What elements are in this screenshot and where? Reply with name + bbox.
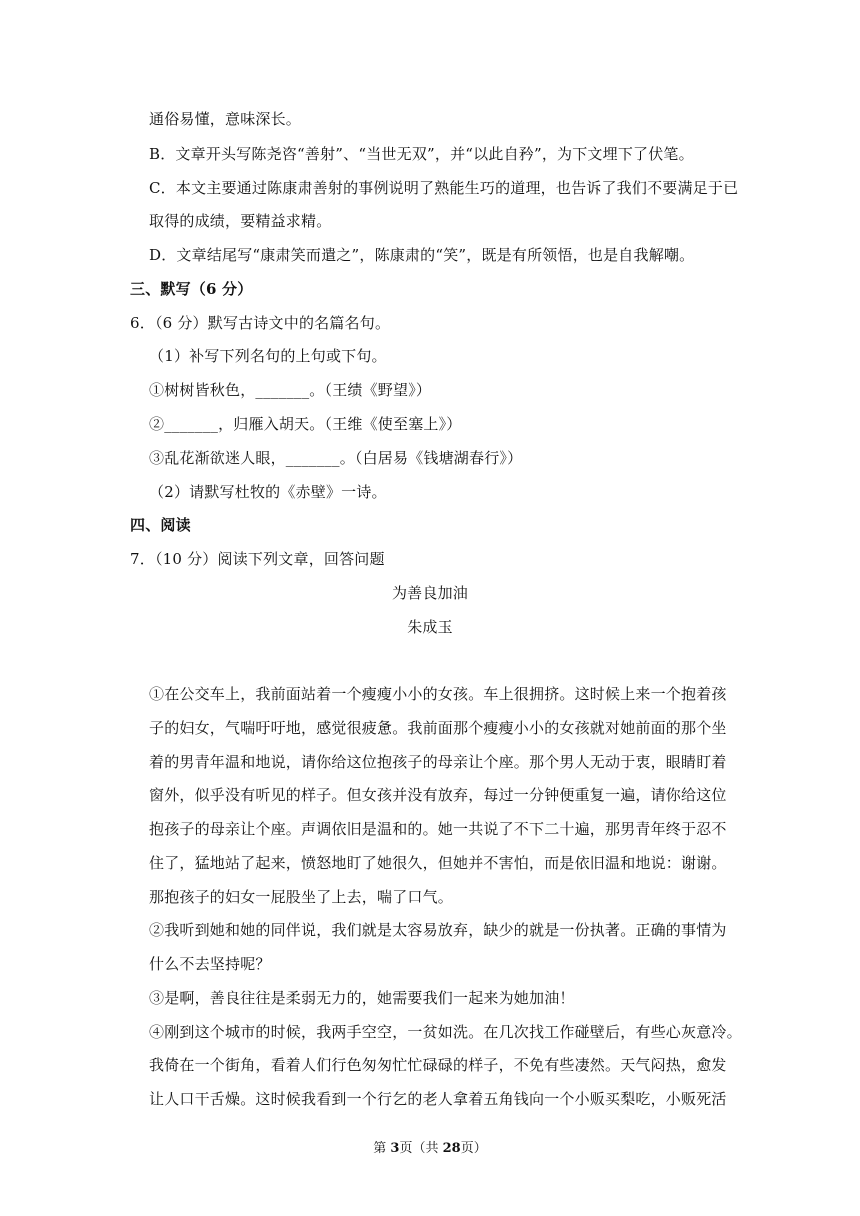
footer-middle: 页（共 [399, 1141, 443, 1156]
question-7: 7．（10 分）阅读下列文章，回答问题 [130, 550, 385, 568]
subquestion-2: （2）请默写杜牧的《赤壁》一诗。 [149, 483, 387, 501]
paragraph-line: ④刚到这个城市的时候，我两手空空，一贫如洗。在几次找工作碰壁后，有些心灰意冷。 [149, 1023, 742, 1041]
article-author: 朱成玉 [407, 618, 453, 636]
paragraph-line: ③是啊，善良往往是柔弱无力的，她需要我们一起来为她加油！ [149, 989, 575, 1007]
paragraph-line: 抱孩子的母亲让个座。声调依旧是温和的。她一共说了不下二十遍，那男青年终于忍不 [149, 820, 727, 838]
text-line: 通俗易懂，意味深长。 [149, 110, 302, 128]
paragraph-line: 住了，猛地站了起来，愤怒地盯了她很久，但她并不害怕，而是依旧温和地说：谢谢。 [149, 854, 727, 872]
article-title: 为善良加油 [391, 584, 468, 602]
paragraph-line: ②我听到她和她的同伴说，我们就是太容易放弃，缺少的就是一份执著。正确的事情为 [149, 921, 727, 939]
fill-blank-1: ①树树皆秋色，_______。（王绩《野望》） [149, 381, 432, 399]
section-heading-dictation: 三、默写（6 分） [130, 280, 253, 298]
option-d: D．文章结尾写“康肃笑而遣之”，陈康肃的“笑”，既是有所领悟，也是自我解嘲。 [149, 246, 695, 264]
paragraph-line: 让人口干舌燥。这时候我看到一个行乞的老人拿着五角钱向一个小贩买梨吃，小贩死活 [149, 1090, 727, 1108]
paragraph-line: 子的妇女，气喘吁吁地，感觉很疲惫。我前面那个瘦瘦小小的女孩就对她前面的那个坐 [149, 719, 727, 737]
footer-total-pages: 28 [442, 1141, 461, 1156]
paragraph-line: 什么不去坚持呢？ [149, 955, 271, 973]
footer-suffix: 页） [460, 1141, 487, 1156]
paragraph-line: 那抱孩子的妇女一屁股坐了上去，喘了口气。 [149, 888, 454, 906]
subquestion-1: （1）补写下列名句的上句或下句。 [149, 347, 387, 365]
fill-blank-2: ②_______，归雁入胡天。（王维《使至塞上》） [149, 415, 462, 433]
paragraph-line: ①在公交车上，我前面站着一个瘦瘦小小的女孩。车上很拥挤。这时候上来一个抱着孩 [149, 685, 727, 703]
section-heading-reading: 四、阅读 [130, 516, 191, 534]
footer-page-number: 3 [390, 1141, 400, 1156]
footer-prefix: 第 [373, 1141, 391, 1156]
option-c: C．本文主要通过陈康肃善射的事例说明了熟能生巧的道理，也告诉了我们不要满足于已 [149, 179, 739, 197]
option-b: B．文章开头写陈尧咨“善射”、“当世无双”，并“以此自矜”，为下文埋下了伏笔。 [149, 145, 694, 163]
paragraph-line: 我倚在一个街角，看着人们行色匆匆忙忙碌碌的样子，不免有些凄然。天气闷热，愈发 [149, 1056, 727, 1074]
question-6: 6．（6 分）默写古诗文中的名篇名句。 [130, 314, 391, 332]
paragraph-line: 窗外，似乎没有听见的样子。但女孩并没有放弃，每过一分钟便重复一遍，请你给这位 [149, 786, 727, 804]
fill-blank-3: ③乱花渐欲迷人眼，_______。（白居易《钱塘湖春行》） [149, 449, 523, 467]
paragraph-line: 着的男青年温和地说，请你给这位抱孩子的母亲让个座。那个男人无动于衷，眼睛盯着 [149, 753, 727, 771]
text-line: 取得的成绩，要精益求精。 [149, 212, 332, 230]
page-footer [0, 1140, 860, 1158]
